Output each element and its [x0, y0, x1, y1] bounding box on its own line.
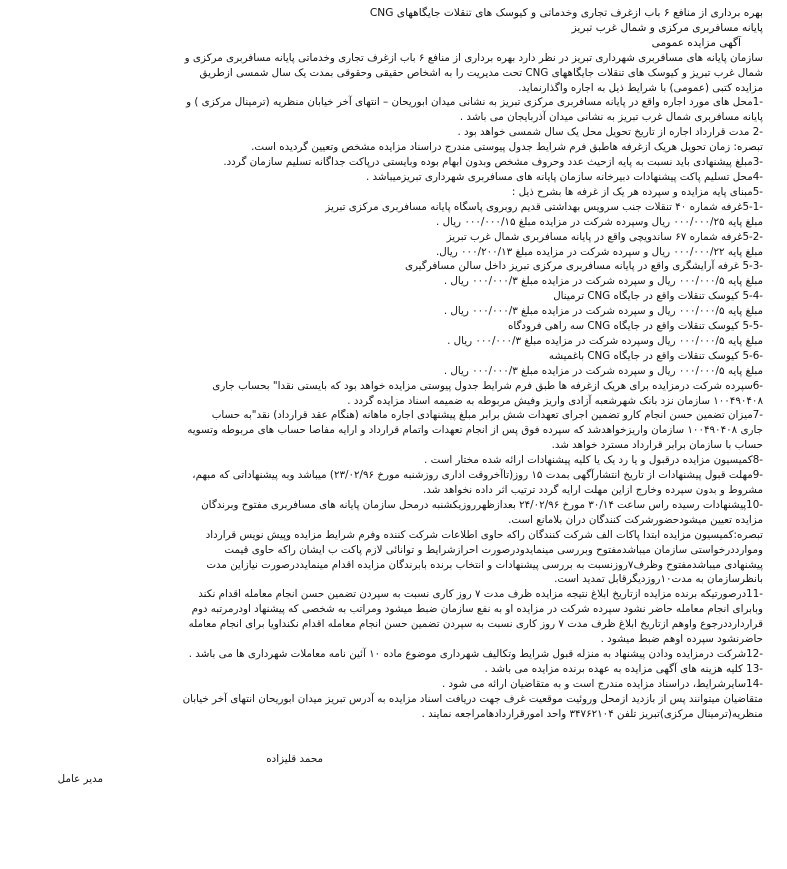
body-line: شمال غرب تبریز و کیوسک های تنقلات جایگاههای CNG تحت مدیریت را به اشخاص حقیقی وحقوقی بمدت یک سال شمسی ازطریق [199, 66, 763, 79]
body-line: مزایده کتبی (عمومی) با شرایط ذیل به اجاره واگذارنماید. [518, 81, 763, 94]
body-line: -5-5 کیوسک تنقلات واقع در جایگاه CNG سه راهی فرودگاه [507, 320, 763, 333]
body-line: حاضرنشود سپرده اوهم ضبط میشود . [600, 633, 763, 646]
body-line: -7میزان تضمین حسن انجام کارو تضمین اجرای تعهدات شش برابر مبلغ پیشنهادی اجاره ماهانه (هنگام عقد قرارداد) نقد"به حساب [211, 409, 763, 422]
body-line: -5مبنای پایه مزایده و سپرده هر یک از غرفه ها بشرح ذیل : [511, 185, 763, 198]
body-line: -10پیشنهادات رسیده راس ساعت ۳۰/۱۴ مورخ ۲۴/۰۲/۹۶ بعدازظهرروزیکشنبه درمحل سازمان پایانه های مسافربری مفتوح وبرندگان [201, 498, 763, 511]
body-line: سازمان پایانه های مسافربری شهرداری تبریز در نظر دارد بهره برداری از منافع ۶ باب ازغرف تجاری وخدماتی پایانه مسافربری مرکزی و [184, 51, 763, 64]
body-line: حساب با سازمان برابر قرارداد مسترد خواهد شد. [551, 439, 763, 452]
body-line: -5-6 کیوسک تنقلات واقع در جایگاه CNG باغمیشه [548, 349, 763, 362]
notice-title: آگهی مزایده عمومی [651, 36, 741, 49]
body-line: -11درصورتیکه برنده مزایده ازتاریخ ابلاغ نتیجه مزایده ظرف مدت ۷ روز کاری نسبت به سپردن تضمین حسن انجام معامله اقدام نکند [198, 588, 763, 601]
body-line: مشروط و بدون سپرده وخارج ازاین مهلت ارایه گردد ترتیب اثر داده نخواهد شد. [422, 484, 763, 496]
body-line: -5-2غرفه شماره ۶۷ ساندویچی واقع در پایانه مسافربری شمال غرب تبریز [446, 230, 763, 243]
body-line: پیشنهادی میباشدمفتوح وظرف۷روزنسبت به بررسی پیشنهادات و انتخاب برنده بابرندگان مزایده اقدام مینمایددرصورت نیازاین مدت [206, 558, 763, 571]
body-line: مبلغ پایه ۰۰۰/۰۰۰/۵ ریال وسپرده شرکت در مزایده مبلغ ۰۰۰/۰۰۰/۳ ریال . [447, 334, 763, 347]
body-line: -14سایرشرایط، دراسناد مزایده مندرج است و به متقاضیان ارائه می شود . [442, 677, 763, 690]
notice-body [8, 51, 763, 722]
body-line: منظریه(ترمینال مرکزی)تبریز تلفن ۳۴۷۶۲۱۰۴ واحد امورقراردادهامراجعه نمایند . [421, 707, 763, 720]
body-line: -6سپرده شرکت درمزایده برای هریک ازغرفه ها طبق فرم شرایط جدول پیوستی مزایده خواهد بود که بایستی نقدا" بحساب جاری [212, 379, 763, 392]
body-line: تبصره:کمیسیون مزایده ابتدا پاکات الف شرکت کنندگان راکه حاوی اطلاعات شرکت کننده وفرم شرایط مزایده وپیش نویس قرارداد [205, 528, 763, 541]
body-line: -1محل های مورد اجاره واقع در پایانه مسافربری مرکزی تبریز به نشانی میدان ابوریحان – انتهای آخر خیابان منظریه (ترمینال مرکزی ) و [186, 96, 763, 109]
body-line: قراردارددرجوع واوهم ازتاریخ ابلاغ ظرف مدت ۷ روز کاری نسبت به سپردن تضمین حسن انجام معامله اقدام نکنداویا برای انجام معامله [188, 618, 763, 631]
body-line: پایانه مسافربری شمال غرب تبریز به نشانی میدان آذربایجان می باشد . [459, 111, 763, 124]
body-line: بانظرسازمان به مدت۱۰روزدیگرقابل تمدید است. [554, 573, 763, 586]
body-line: مبلغ پایه ۰۰۰/۰۰۰/۵ ریال و سپرده شرکت در مزایده مبلغ ۰۰۰/۰۰۰/۳ ریال . [443, 364, 763, 377]
body-line: -12شرکت درمزایده ودادن پیشنهاد به منزله قبول شرایط وتکالیف شهرداری موضوع ماده ۱۰ آئین نامه معاملات شهرداری ها می باشد . [188, 647, 763, 660]
body-line: -2 مدت قرارداد اجاره از تاریخ تحویل محل یک سال شمسی خواهد بود . [457, 126, 763, 139]
body-line: مزایده تعیین میشودحضورشرکت کنندگان دران بلامانع است. [508, 513, 763, 526]
body-line: -5-3 غرفه آرایشگری واقع در پایانه مسافربری مرکزی تبریز داخل سالن مسافرگیری [404, 260, 763, 273]
body-line: وموارددرخواستی سازمان میباشدمفتوح وبررسی مینمایدودرصورت احرازشرایط و توانائی لازم پاکت ب ایشان راکه حاوی قیمت [224, 543, 763, 556]
body-line: مبلغ پایه ۰۰۰/۰۰۰/۵ ریال و سپرده شرکت در مزایده مبلغ ۰۰۰/۰۰۰/۳ ریال . [443, 305, 763, 318]
body-line: مبلغ پایه ۰۰۰/۰۰۰/۲۵ ریال وسپرده شرکت در مزایده مبلغ ۰۰۰/۰۰۰/۱۵ ریال . [436, 215, 763, 228]
body-line: -5-4 کیوسک تنقلات واقع در جایگاه CNG ترمینال [553, 290, 763, 303]
body-line: -3مبلغ پیشنهادی باید نسبت به پایه ازحیث عدد وحروف مشخص وبدون ابهام بوده وبایستی درپاکت جداگانه تسلیم سازمان گردد. [223, 156, 763, 169]
body-line: -4محل تسلیم پاکت پیشنهادات دبیرخانه سازمان پایانه های مسافربری شهرداری تبریزمیباشد . [365, 170, 763, 183]
signature-title: مدیر عامل [57, 773, 103, 786]
body-line: -5-1غرفه شماره ۴۰ تنقلات جنب سرویس بهداشتی قدیم روبروی پاسگاه پایانه مسافربری مرکزی تبریز [325, 200, 763, 213]
body-line: تبصره: زمان تحویل هریک ازغرفه هاطبق فرم شرایط جدول پیوستی مندرج دراسناد مزایده مشخص وتعیین گردیده است. [251, 141, 763, 154]
signature-name: محمد قلیزاده [266, 752, 323, 765]
body-line: مبلغ پایه ۰۰۰/۰۰۰/۲۲ ریال و سپرده شرکت در مزایده مبلغ ۰۰۰/۲۰۰/۱۳ ریال. [436, 245, 763, 258]
body-line: ۱۰۰۴۹۰۴۰۸ سازمان نزد بانک شهرشعبه آزادی واریز وفیش مربوطه به ضمیمه اسناد مزایده گردد . [347, 394, 763, 407]
body-line: متقاضیان میتوانند پس از بازدید ازمحل وروئیت موقعیت غرف جهت دریافت اسناد مزایده به آدرس تبریز میدان ابوریحان انتهای آخر خیابان [182, 692, 763, 705]
body-line: -8کمیسیون مزایده درقبول و یا رد یک یا کلیه پیشنهادات ارائه شده مختار است . [424, 454, 763, 467]
title-line-1: بهره برداری از منافع ۶ باب ازغرف تجاری وخدماتی و کیوسک های تنقلات جایگاههای CNG [369, 7, 763, 19]
body-line: -9مهلت قبول پیشنهادات از تاریخ انتشارآگهی بمدت ۱۵ روز(تاآخروقت اداری روزشنبه مورخ ۲۳/۰۲/۹۶) میباشد وبه پیشنهاداتی که مبهم، [192, 469, 763, 482]
body-line: جاری ۱۰۰۴۹۰۴۰۸ سازمان واریزخواهدشد که سپرده فوق پس از انجام تعهدات واتمام قرارداد و ارایه مفاصا حساب های مربوطه وتسویه [187, 424, 763, 437]
body-line: مبلغ پایه ۰۰۰/۰۰۰/۵ ریال و سپرده شرکت در مزایده مبلغ ۰۰۰/۰۰۰/۳ ریال . [443, 275, 763, 288]
title-line-2: پایانه مسافربری مرکزی و شمال غرب تبریز [571, 21, 763, 34]
body-line: -13 کلیه هزینه های آگهی مزایده به عهده برنده مزایده می باشد . [484, 662, 763, 675]
body-line: وبابرای انجام معامله حاضر نشود سپرده شرکت در مزایده او به نفع سازمان ضبط میشود ومراتب به شخصی که پیشنهاد اودرمرتبه دوم [191, 603, 763, 616]
